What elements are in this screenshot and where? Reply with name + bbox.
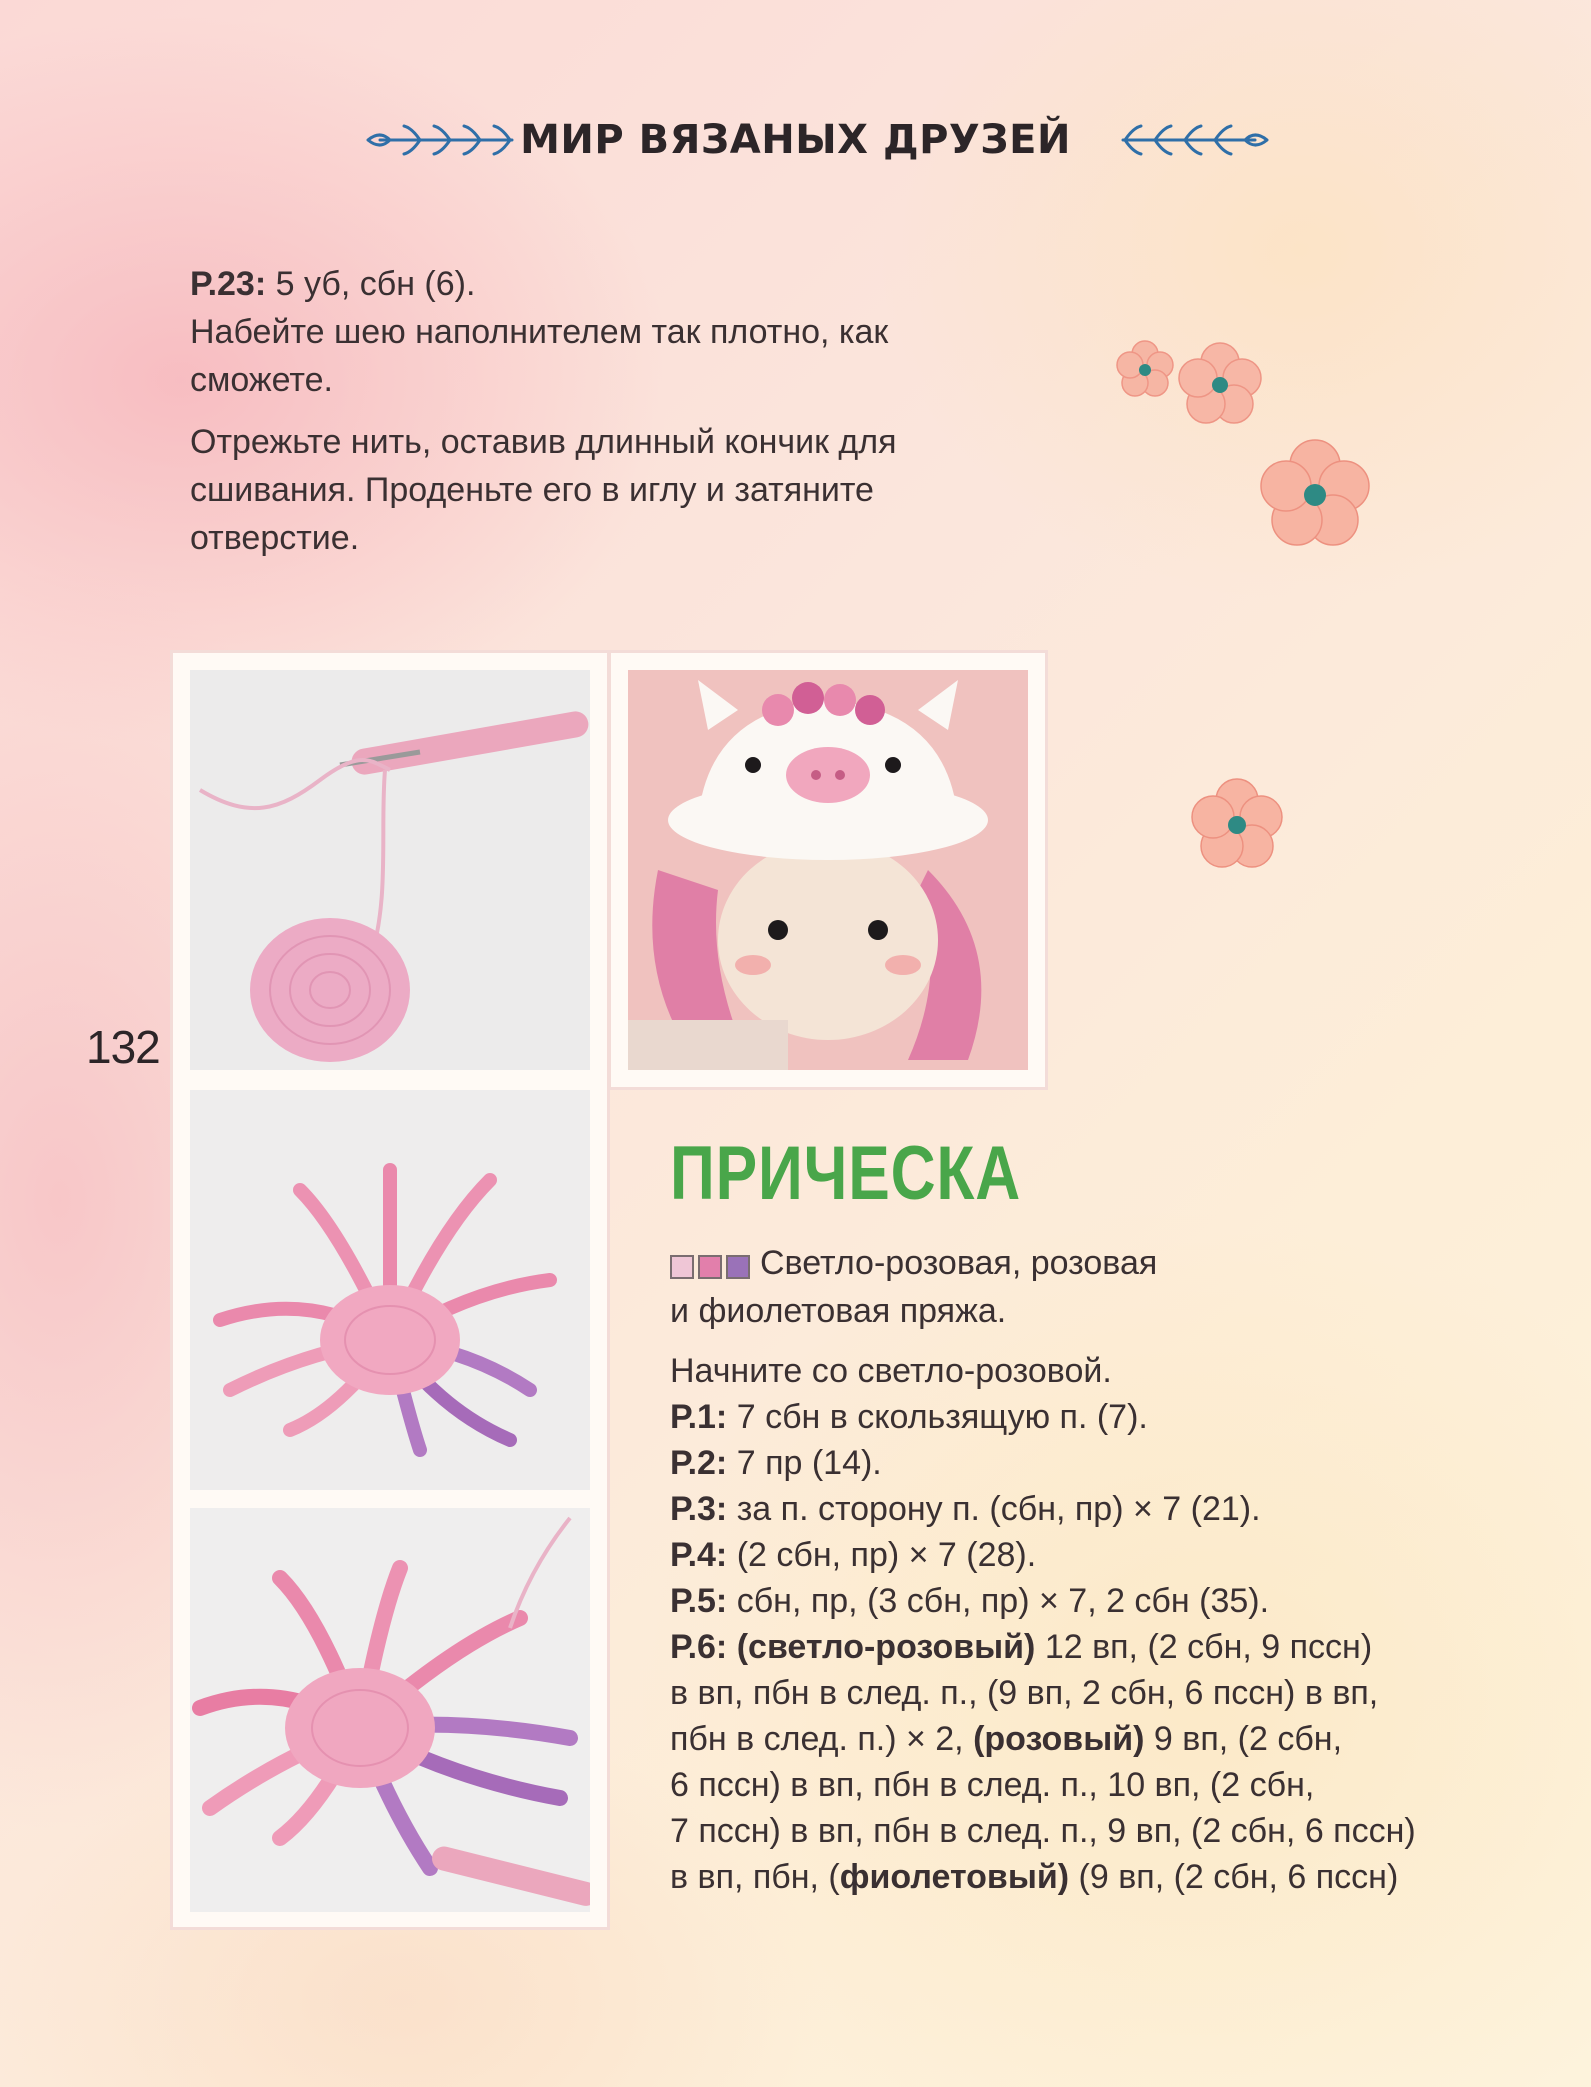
intro-paragraph-2	[190, 418, 990, 562]
row-6-line	[670, 1854, 1470, 1900]
row-text: (2 сбн, пр) × 7 (28).	[727, 1536, 1037, 1575]
pattern-row	[670, 1532, 1470, 1578]
pattern-row	[670, 1486, 1470, 1532]
flower-icon	[1250, 430, 1380, 560]
row-text: в вп, пбн, (	[670, 1858, 840, 1897]
row-6-line: 7 пссн) в вп, пбн в след. п., 9 вп, (2 сбн, 6 пссн)	[670, 1812, 1416, 1851]
branch-ornament-right-icon	[1115, 122, 1275, 158]
row-text: 7 сбн в скользящую п. (7).	[727, 1398, 1148, 1437]
color-violet-label: фиолетовый)	[839, 1858, 1070, 1897]
flower-icon	[1170, 335, 1270, 435]
row-text: пбн в след. п.) × 2,	[670, 1720, 974, 1759]
page-number: 132	[86, 1021, 160, 1073]
pattern-row	[670, 1394, 1470, 1440]
row-label: Р.1:	[670, 1398, 728, 1437]
intro-line: сможете.	[190, 361, 333, 399]
row-label: Р.5:	[670, 1582, 728, 1621]
row-label: Р.6:	[670, 1628, 728, 1667]
row-text: 9 вп, (2 сбн,	[1144, 1720, 1343, 1759]
intro-line: Набейте шею наполнителем так плотно, как	[190, 313, 889, 351]
row-6-line	[670, 1716, 1470, 1762]
row-label: Р.23:	[190, 265, 267, 303]
color-light-pink-label: (светло-розовый)	[727, 1628, 1036, 1667]
pattern-row-6	[670, 1624, 1470, 1670]
hair-pattern-text	[670, 1240, 1470, 1914]
row-text: (9 вп, (2 сбн, 6 пссн)	[1069, 1858, 1399, 1897]
swatch-pink-icon	[698, 1255, 722, 1279]
photo-hair-piece-2	[190, 1508, 590, 1912]
row-text: 5 уб, сбн (6).	[266, 265, 476, 303]
pattern-row	[670, 1440, 1470, 1486]
row-label: Р.2:	[670, 1444, 728, 1483]
swatch-light-pink-icon	[670, 1255, 694, 1279]
intro-text	[190, 260, 990, 576]
yarn-line: Светло-розовая, розовая	[760, 1244, 1158, 1282]
intro-line: отверстие.	[190, 519, 360, 557]
row-text: 7 пр (14).	[727, 1444, 882, 1483]
yarn-line: и фиолетовая пряжа.	[670, 1292, 1007, 1331]
start-line: Начните со светло-розовой.	[670, 1352, 1112, 1391]
yarn-paragraph	[670, 1240, 1470, 1334]
row-label: Р.4:	[670, 1536, 728, 1575]
row-text: за п. сторону п. (сбн, пр) × 7 (21).	[727, 1490, 1261, 1529]
running-header-title: МИР ВЯЗАНЫХ ДРУЗЕЙ	[520, 117, 1071, 163]
photo-doll-head	[628, 670, 1028, 1070]
color-pink-label: (розовый)	[973, 1720, 1145, 1759]
yarn-swatches	[670, 1242, 754, 1288]
intro-line: сшивания. Проденьте его в иглу и затяните	[190, 471, 874, 509]
rows-paragraph	[670, 1348, 1470, 1900]
row-6-line: 6 пссн) в вп, пбн в след. п., 10 вп, (2 сбн,	[670, 1766, 1315, 1805]
intro-line: Отрежьте нить, оставив длинный кончик для	[190, 423, 897, 461]
row-label: Р.3:	[670, 1490, 728, 1529]
swatch-violet-icon	[726, 1255, 750, 1279]
row-text: 12 вп, (2 сбн, 9 пссн)	[1035, 1628, 1373, 1667]
row-text: сбн, пр, (3 сбн, пр) × 7, 2 сбн (35).	[727, 1582, 1270, 1621]
page-header	[0, 110, 1591, 170]
section-title: ПРИЧЕСКА	[670, 1131, 1022, 1216]
intro-paragraph-1	[190, 260, 990, 404]
photo-hair-piece-1	[190, 1090, 590, 1490]
row-6-line: в вп, пбн в след. п., (9 вп, 2 сбн, 6 пссн) в вп,	[670, 1674, 1379, 1713]
flower-icon	[1182, 770, 1292, 880]
photo-crochet-circle	[190, 670, 590, 1070]
pattern-row	[670, 1578, 1470, 1624]
